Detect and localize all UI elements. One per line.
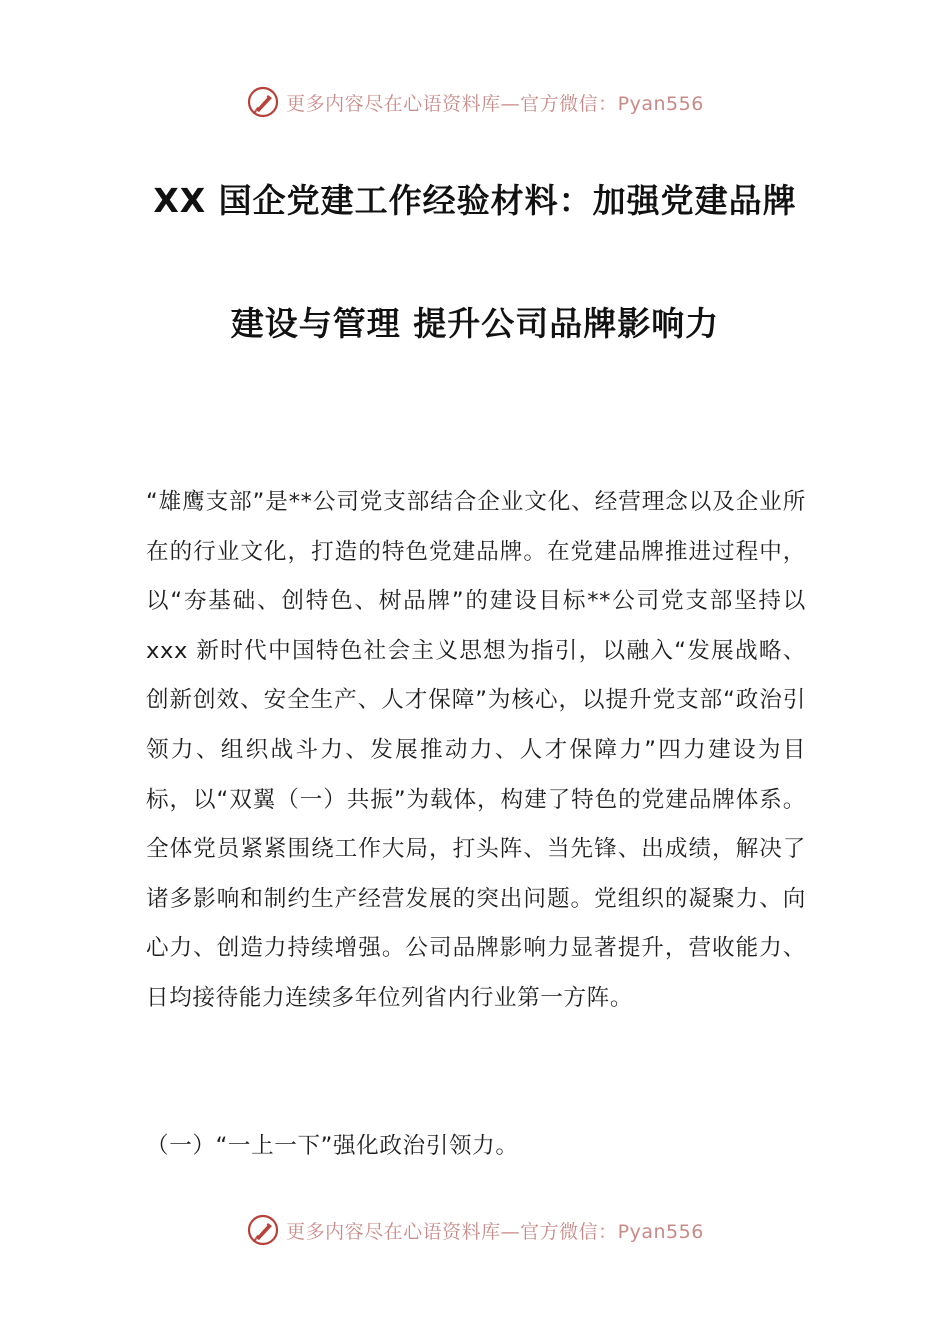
document-title-line-1: XX 国企党建工作经验材料：加强党建品牌 [153, 181, 797, 220]
watermark-header [0, 82, 950, 122]
watermark-footer [0, 1210, 950, 1250]
pen-nib-icon [246, 1213, 280, 1247]
watermark-prefix: 更多内容尽在心语资料库—官方微信： [286, 1220, 618, 1243]
watermark-wechat-id: Pyan556 [617, 92, 704, 115]
watermark-text [286, 89, 704, 116]
document-title-line-2: 建设与管理 提升公司品牌影响力 [230, 304, 720, 343]
section-heading: （一）“一上一下”强化政治引领力。 [146, 1133, 519, 1159]
pen-nib-icon [246, 85, 280, 119]
body-paragraph: “雄鹰支部”是**公司党支部结合企业文化、经营理念以及企业所在的行业文化，打造的特色党建品牌。在党建品牌推进过程中，以“夯基础、创特色、树品牌”的建设目标**公司党支部坚持以 xxx 新时代中国特色社会主义思想为指引，以融入“发展战略、创新创效、安全生产、人才保障”为核心，以提升党支部“政治引领力、组织战斗力、发展推动力、人才保障力”四力建设为目标，以“双翼（一）共振”为载体，构建了特色的党建品牌体系。全体党员紧紧围绕工作大局，打头阵、当先锋、出成绩，解决了诸多影响和制约生产经营发展的突出问题。党组织的凝聚力、向心力、创造力持续增强。公司品牌影响力显著提升，营收能力、日均接待能力连续多年位列省内行业第一方阵。 [146, 489, 806, 1011]
watermark-text [286, 1217, 704, 1244]
watermark-wechat-id: Pyan556 [617, 1220, 704, 1243]
watermark-prefix: 更多内容尽在心语资料库—官方微信： [286, 92, 618, 115]
